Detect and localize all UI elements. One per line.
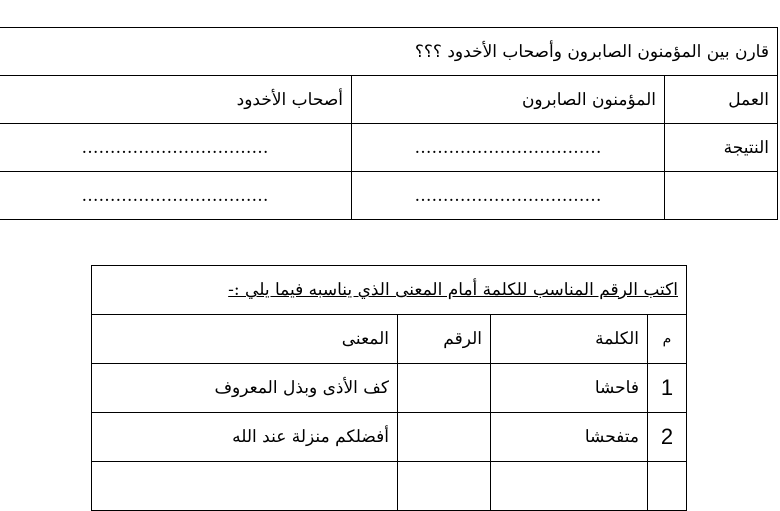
compare-title-row bbox=[0, 28, 778, 76]
row-word: متفحشا bbox=[491, 413, 648, 462]
header-word: الكلمة bbox=[491, 315, 648, 364]
row-word: فاحشا bbox=[491, 364, 648, 413]
answer-number-blank[interactable] bbox=[398, 364, 491, 413]
match-title: اكتب الرقم المناسب للكلمة أمام المعنى الذي يناسبه فيما يلي :- bbox=[92, 266, 687, 315]
table-row bbox=[92, 462, 687, 511]
answer-blank[interactable]: …………………………… bbox=[352, 172, 665, 220]
table-row bbox=[92, 413, 687, 462]
row-label-result: النتيجة bbox=[665, 124, 778, 172]
compare-table bbox=[0, 27, 778, 220]
row-label-empty bbox=[665, 172, 778, 220]
compare-row-result bbox=[0, 124, 778, 172]
row-meaning bbox=[92, 462, 398, 511]
answer-number-blank[interactable] bbox=[398, 413, 491, 462]
row-index: 2 bbox=[648, 413, 687, 462]
header-number: الرقم bbox=[398, 315, 491, 364]
table-row bbox=[92, 364, 687, 413]
compare-title: قارن بين المؤمنون الصابرون وأصحاب الأخدود ؟؟؟ bbox=[0, 28, 778, 76]
match-title-row bbox=[92, 266, 687, 315]
row-index bbox=[648, 462, 687, 511]
header-index: م bbox=[648, 315, 687, 364]
row-word bbox=[491, 462, 648, 511]
answer-number-blank[interactable] bbox=[398, 462, 491, 511]
compare-header-row bbox=[0, 76, 778, 124]
header-believers: المؤمنون الصابرون bbox=[352, 76, 665, 124]
answer-blank[interactable]: …………………………… bbox=[0, 124, 352, 172]
matching-table bbox=[91, 265, 687, 511]
answer-blank[interactable]: …………………………… bbox=[0, 172, 352, 220]
header-meaning: المعنى bbox=[92, 315, 398, 364]
match-header-row bbox=[92, 315, 687, 364]
header-trench-people: أصحاب الأخدود bbox=[0, 76, 352, 124]
header-action: العمل bbox=[665, 76, 778, 124]
row-meaning: أفضلكم منزلة عند الله bbox=[92, 413, 398, 462]
row-meaning: كف الأذى وبذل المعروف bbox=[92, 364, 398, 413]
answer-blank[interactable]: …………………………… bbox=[352, 124, 665, 172]
row-index: 1 bbox=[648, 364, 687, 413]
compare-row-2 bbox=[0, 172, 778, 220]
